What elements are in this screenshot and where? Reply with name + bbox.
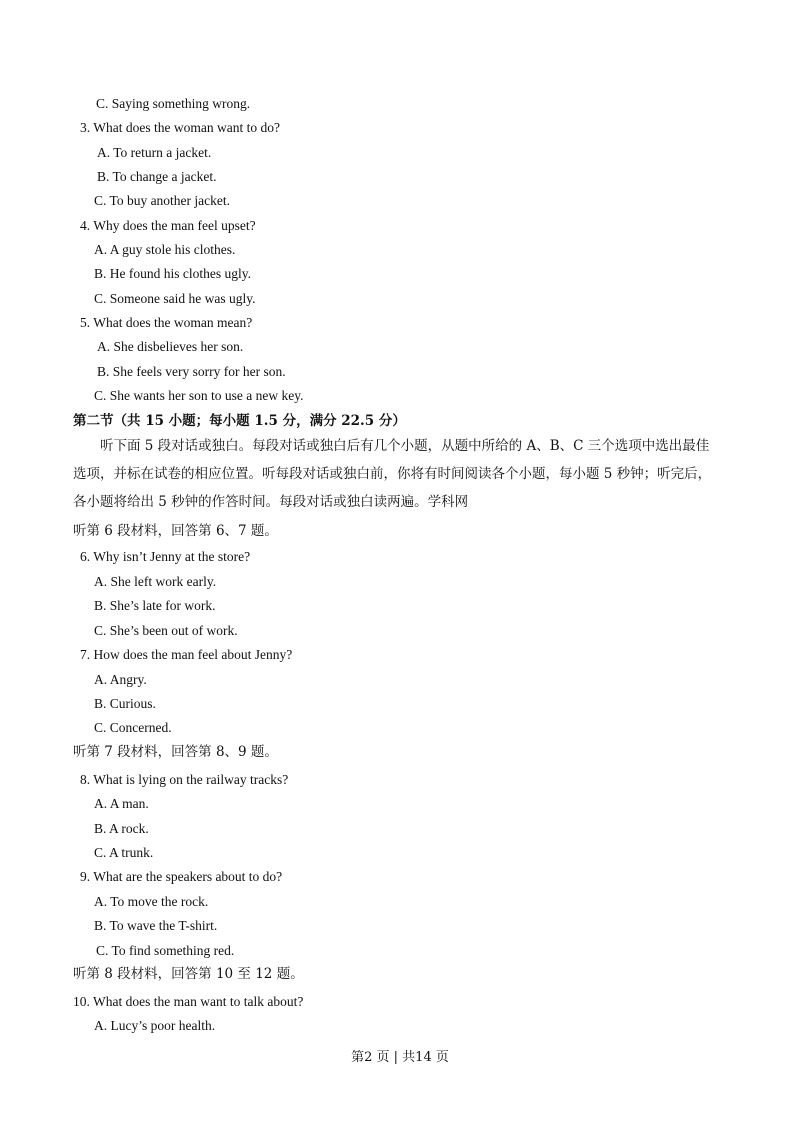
- question-line: 8. What is lying on the railway tracks?: [80, 772, 289, 787]
- question-line: 3. What does the woman want to do?: [80, 120, 280, 135]
- option-line: B. Curious.: [94, 696, 156, 711]
- option-line: C. To buy another jacket.: [94, 193, 231, 208]
- question-line: 10. What does the man want to talk about?: [73, 994, 304, 1009]
- question-line: 9. What are the speakers about to do?: [80, 869, 283, 884]
- option-line: A. A man.: [94, 796, 149, 811]
- option-line: B. To change a jacket.: [97, 169, 217, 184]
- option-line: B. He found his clothes ugly.: [94, 266, 251, 281]
- option-line: B. She’s late for work.: [94, 598, 216, 613]
- option-line: A. Lucy’s poor health.: [94, 1018, 216, 1033]
- section-heading: 第二节（共 15 小题；每小题 1.5 分，满分 22.5 分）: [73, 413, 406, 429]
- option-line: B. A rock.: [94, 821, 149, 836]
- option-line: A. She left work early.: [94, 574, 217, 589]
- option-line: C. Saying something wrong.: [96, 96, 251, 111]
- page-footer: 第2 页 | 共14 页: [351, 1050, 449, 1065]
- material-heading: 听第 7 段材料，回答第 8、9 题。: [73, 744, 278, 760]
- option-line: A. A guy stole his clothes.: [94, 242, 236, 257]
- option-line: A. Angry.: [94, 672, 147, 687]
- question-line: 6. Why isn’t Jenny at the store?: [80, 549, 251, 564]
- option-line: A. To move the rock.: [94, 894, 209, 909]
- question-line: 7. How does the man feel about Jenny?: [80, 647, 293, 662]
- instruction-line: 听下面 5 段对话或独白。每段对话或独白后有几个小题，从题中所给的 A、B、C 三个选项中选出最佳: [100, 438, 710, 454]
- option-line: C. Someone said he was ugly.: [94, 291, 256, 306]
- option-line: C. She wants her son to use a new key.: [94, 388, 304, 403]
- material-heading: 听第 8 段材料，回答第 10 至 12 题。: [73, 966, 304, 982]
- option-line: C. Concerned.: [94, 720, 172, 735]
- question-line: 5. What does the woman mean?: [80, 315, 253, 330]
- option-line: C. To find something red.: [96, 943, 235, 958]
- option-line: C. She’s been out of work.: [94, 623, 238, 638]
- option-line: B. To wave the T-shirt.: [94, 918, 218, 933]
- option-line: B. She feels very sorry for her son.: [97, 364, 286, 379]
- instruction-line: 选项，并标在试卷的相应位置。听每段对话或独白前，你将有时间阅读各个小题，每小题 5 秒钟；听完后，: [73, 466, 712, 482]
- question-line: 4. Why does the man feel upset?: [80, 218, 256, 233]
- option-line: C. A trunk.: [94, 845, 154, 860]
- option-line: A. To return a jacket.: [97, 145, 212, 160]
- material-heading: 听第 6 段材料，回答第 6、7 题。: [73, 523, 278, 539]
- instruction-line: 各小题将给出 5 秒钟的作答时间。每段对话或独白读两遍。学科网: [73, 494, 469, 510]
- option-line: A. She disbelieves her son.: [97, 339, 244, 354]
